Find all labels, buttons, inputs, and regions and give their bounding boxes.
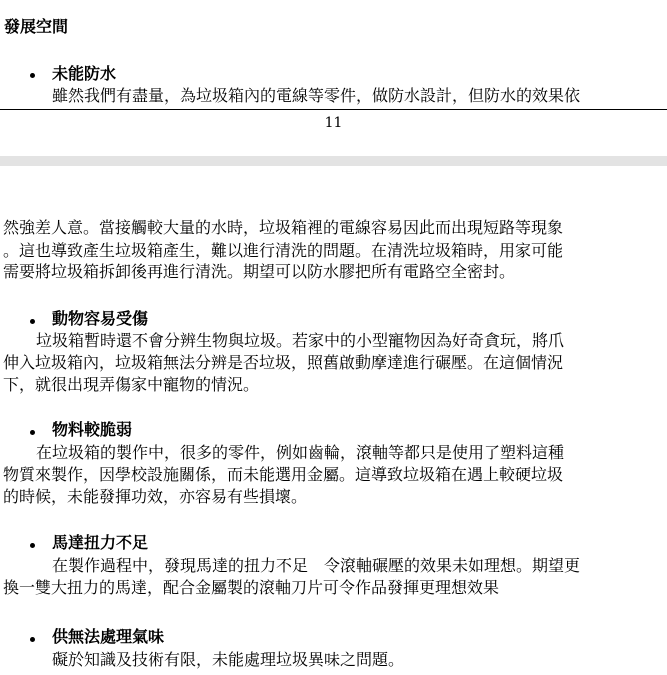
bullet-dot [30,637,35,642]
paragraph-line: 伸入垃圾箱內，垃圾箱無法分辨是否垃圾，照舊啟動摩達進行碾壓。在這個情況 [3,353,564,372]
bullet-title-motor-torque: 馬達扭力不足 [52,533,149,552]
bullet-dot [30,319,35,324]
paragraph-line: 在垃圾箱的製作中，很多的零件，例如齒輪，滾軸等都只是使用了塑料這種 [36,443,565,462]
paragraph-line: 然強差人意。當接觸較大量的水時，垃圾箱裡的電線容易因此而出現短路等現象 [3,218,564,237]
page-bottom [0,0,667,150]
paragraph-line: 物質來製作，因學校設施關係，而未能選用金屬。這導致垃圾箱在遇上較硬垃圾 [3,465,564,484]
page-separator [0,156,667,166]
bullet-title-waterproof: 未能防水 [52,64,117,83]
bullet-dot [30,430,35,435]
footer-rule [0,109,667,110]
paragraph-line: 。這也導致產生垃圾箱產生，難以進行清洗的問題。在清洗垃圾箱時，用家可能 [3,241,564,260]
paragraph-line: 雖然我們有盡量，為垃圾箱內的電線等零件，做防水設計，但防水的效果依 [52,86,581,105]
section-heading: 發展空間 [4,17,69,36]
paragraph-line: 的時候，未能發揮功效，亦容易有些損壞。 [3,487,308,506]
paragraph-line: 在製作過程中，發現馬達的扭力不足 令滾軸碾壓的效果未如理想。期望更 [52,556,581,575]
bullet-dot [30,73,35,78]
page-number: 11 [324,115,343,131]
bullet-title-odor: 供無法處理氣味 [52,627,165,646]
bullet-title-fragile-material: 物料較脆弱 [52,420,133,439]
paragraph-line: 需要將垃圾箱拆卸後再進行清洗。期望可以防水膠把所有電路空全密封。 [3,262,516,281]
paragraph-line: 垃圾箱暫時還不會分辨生物與垃圾。若家中的小型寵物因為好奇貪玩，將爪 [36,331,565,350]
bullet-dot [30,543,35,548]
paragraph-line: 下，就很出現弄傷家中寵物的情況。 [3,375,260,394]
paragraph-line: 換一雙大扭力的馬達，配合金屬製的滾軸刀片可令作品發揮更理想效果 [3,578,500,597]
paragraph-line: 礙於知識及技術有限，未能處理垃圾異味之問題。 [52,650,405,669]
bullet-title-animal-injury: 動物容易受傷 [52,309,149,328]
